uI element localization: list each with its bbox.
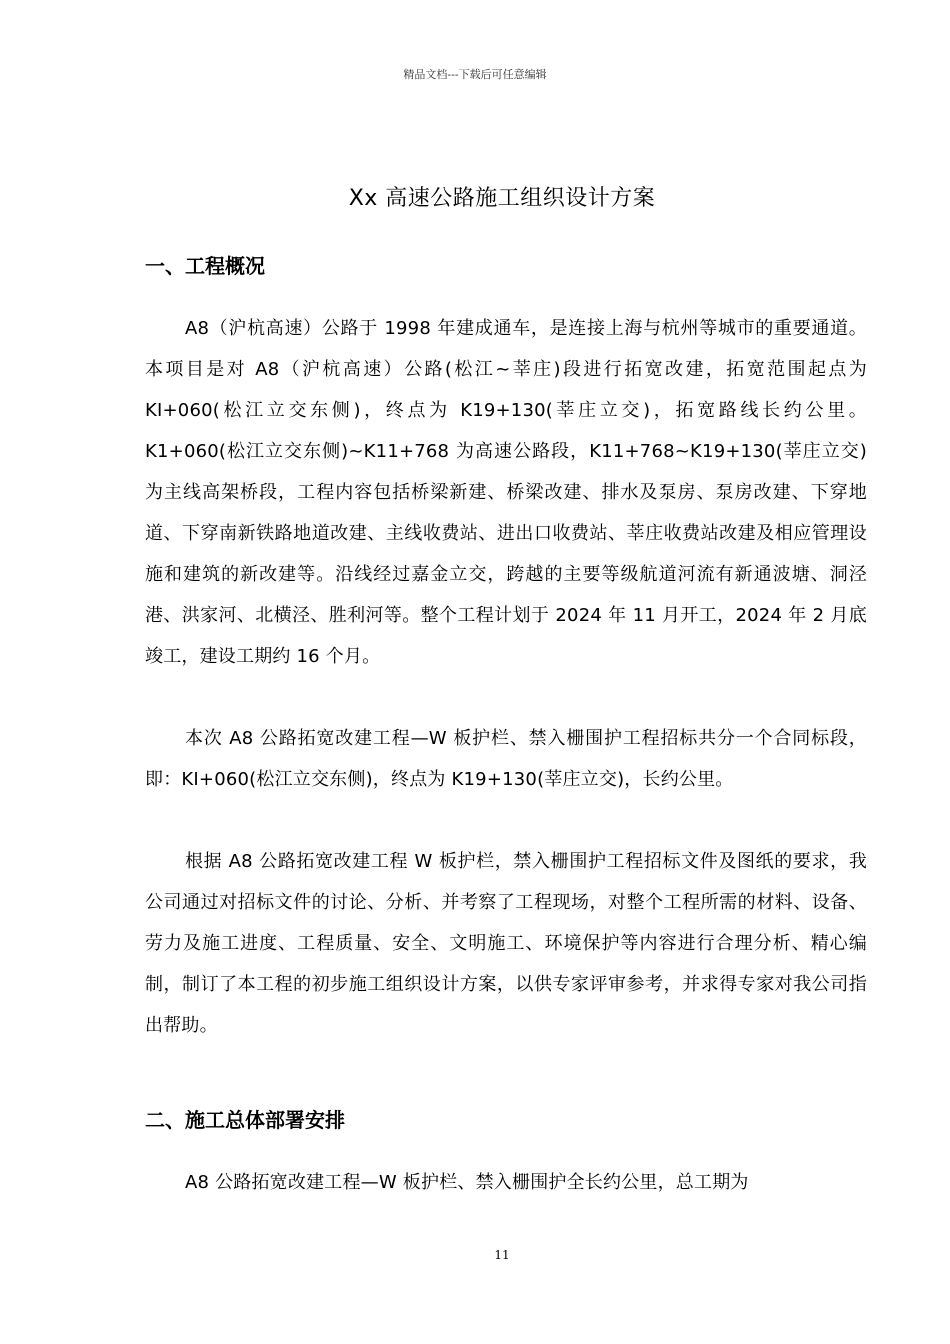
- page-number: 11: [494, 1248, 510, 1262]
- paragraph-plan-basis: 根据 A8 公路拓宽改建工程 W 板护栏，禁入栅围护工程招标文件及图纸的要求，我公司通过对招标文件的讨论、分析、并考察了工程现场，对整个工程所需的材料、设备、劳力及施工进度、工程质量、安全、文明施工、环境保护等内容进行合理分析、精心编制，制订了本工程的初步施工组织设计方案，以供专家评审参考，并求得专家对我公司指出帮助。: [145, 851, 867, 1036]
- section-heading-deployment: 二、施工总体部署安排: [145, 1108, 345, 1132]
- section-heading-overview: 一、工程概况: [145, 254, 265, 278]
- paragraph-deployment-intro: A8 公路拓宽改建工程—W 板护栏、禁入栅围护全长约公里，总工期为: [185, 1172, 749, 1193]
- paragraph-project-overview: A8（沪杭高速）公路于 1998 年建成通车，是连接上海与杭州等城市的重要通道。本项目是对 A8（沪杭高速）公路(松江~莘庄)段进行拓宽改建，拓宽范围起点为 KI+060(松江立交东侧)，终点为 K19+130(莘庄立交)，拓宽路线长约公里。K1+060(松江立交东侧)~K11+768 为高速公路段，K11+768~K19+130(莘庄立交)为主线高架桥段，工程内容包括桥梁新建、桥梁改建、排水及泵房、泵房改建、下穿地道、下穿南新铁路地道改建、主线收费站、进出口收费站、莘庄收费站改建及相应管理设施和建筑的新改建等。沿线经过嘉金立交，跨越的主要等级航道河流有新通波塘、洞泾港、洪家河、北横泾、胜利河等。整个工程计划于 2024 年 11 月开工，2024 年 2 月底竣工，建设工期约 16 个月。: [145, 318, 867, 667]
- paragraph-tender-scope: 本次 A8 公路拓宽改建工程—W 板护栏、禁入栅围护工程招标共分一个合同标段，即：KI+060(松江立交东侧)，终点为 K19+130(莘庄立交)，长约公里。: [145, 728, 867, 790]
- header-note: 精品文档---下载后可任意编辑: [403, 68, 547, 81]
- document-title: Xx 高速公路施工组织设计方案: [348, 186, 656, 211]
